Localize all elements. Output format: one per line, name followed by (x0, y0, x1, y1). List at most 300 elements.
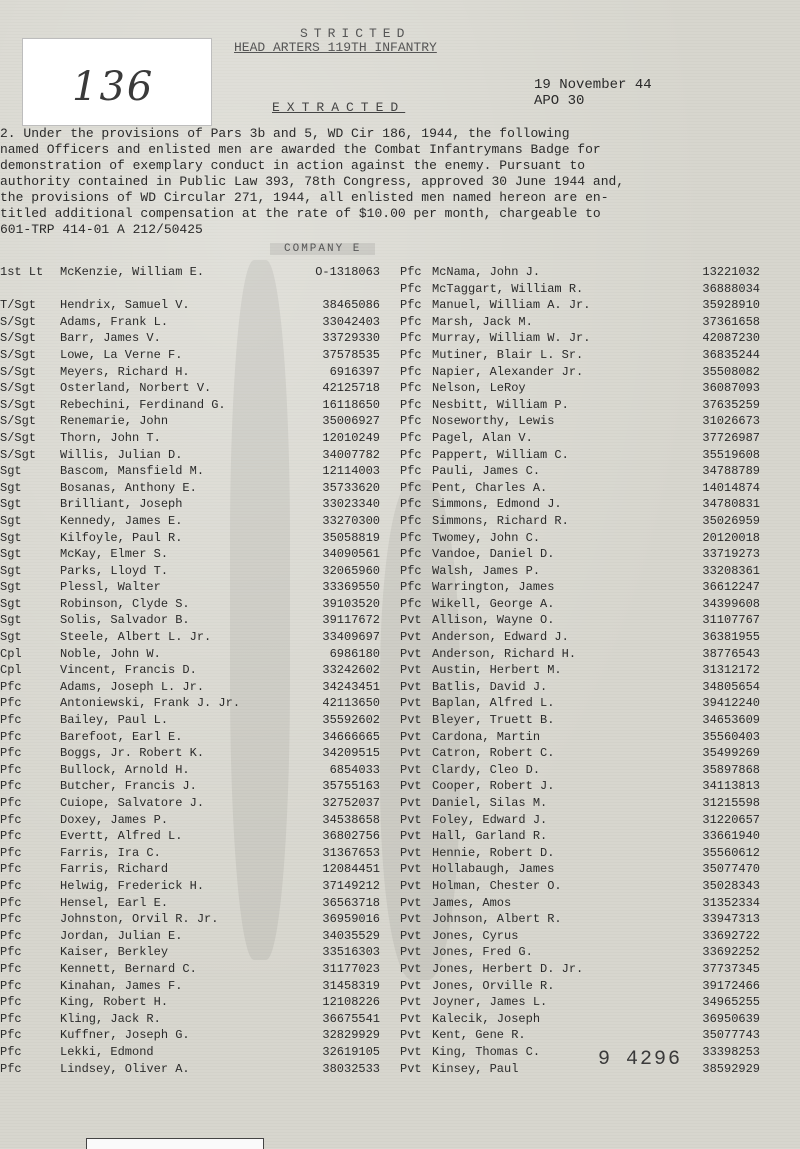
roster-serial-number: 20120018 (702, 530, 760, 545)
roster-rank: S/Sgt (0, 331, 37, 346)
roster-serial-number: 32752037 (322, 796, 380, 810)
roster-name: Rebechini, Ferdinand G. (60, 397, 226, 412)
roster-entry (400, 861, 800, 878)
roster-name: Hall, Garland R. (432, 829, 548, 844)
roster-entry (0, 695, 400, 712)
roster-rank: Pfc (400, 580, 422, 595)
roster-serial-number: 34209515 (322, 746, 380, 761)
roster-name: McKenzie, William E. (60, 265, 205, 279)
roster-rank: Pfc (400, 364, 422, 379)
roster-entry (0, 579, 400, 596)
roster-serial-number: 34035529 (322, 928, 380, 943)
roster-rank: Pfc (0, 912, 22, 927)
roster-rank: S/Sgt (0, 381, 37, 396)
roster-rank: Pvt (400, 1061, 422, 1076)
roster-rank: Pvt (400, 878, 422, 893)
roster-entry (400, 264, 800, 281)
roster-name: Antoniewski, Frank J. Jr. (60, 696, 241, 711)
roster-entry (400, 530, 800, 547)
roster-entry (0, 281, 400, 298)
roster-name: Anderson, Richard H. (432, 646, 577, 661)
roster-serial-number: 36959016 (322, 912, 380, 927)
roster-rank: Pfc (0, 961, 22, 976)
roster-rank: Pfc (0, 696, 22, 711)
roster-name: Kent, Gene R. (432, 1028, 526, 1043)
roster-serial-number: 36087093 (702, 381, 760, 396)
roster-entry (400, 745, 800, 762)
roster-rank: Pfc (0, 845, 22, 860)
roster-serial-number: 38776543 (702, 646, 760, 661)
roster-name: Kennedy, James E. (60, 513, 183, 528)
roster-name: Murray, William W. Jr. (432, 331, 591, 346)
roster-serial-number: 35499269 (702, 746, 760, 761)
roster-entry (0, 297, 400, 314)
roster-name: Nelson, LeRoy (432, 381, 526, 396)
roster-serial-number: 31177023 (322, 961, 380, 976)
roster-entry (400, 878, 800, 895)
roster-entry (0, 762, 400, 779)
roster-rank: Pfc (400, 331, 422, 346)
roster-name: Meyers, Richard H. (60, 364, 190, 379)
apo-number: APO 30 (534, 93, 585, 109)
roster-rank: Pvt (400, 895, 422, 910)
roster-serial-number: 33208361 (702, 563, 760, 578)
roster-serial-number: 33947313 (702, 912, 760, 927)
roster-rank: Cpl (0, 646, 22, 661)
roster-rank: Pfc (400, 464, 422, 479)
roster-serial-number: 33516303 (322, 945, 380, 960)
roster-serial-number: 37149212 (322, 878, 380, 893)
roster-rank: Pvt (400, 613, 422, 628)
roster-name: Hensel, Earl E. (60, 895, 169, 910)
roster-name: Doxey, James P. (60, 812, 169, 827)
roster-serial-number: 42087230 (702, 331, 760, 346)
roster-serial-number: 33692252 (702, 945, 760, 960)
roster-rank: Pfc (0, 1044, 22, 1059)
roster-name: Vincent, Francis D. (60, 663, 197, 678)
roster-name: Jones, Orville R. (432, 978, 555, 993)
roster-rank: Sgt (0, 580, 22, 595)
roster-entry (400, 1011, 800, 1028)
roster-serial-number: 36950639 (702, 1011, 760, 1026)
roster-serial-number: 35592602 (322, 713, 380, 728)
roster-entry (400, 629, 800, 646)
roster-right-column (400, 264, 800, 1077)
roster-rank: Pfc (0, 746, 22, 761)
roster-rank: Sgt (0, 630, 22, 645)
roster-rank: Pfc (0, 796, 22, 810)
paragraph-line: demonstration of exemplary conduct in action against the enemy. Pursuant to (0, 158, 586, 173)
roster-rank: Pfc (400, 381, 422, 396)
roster-entry (0, 264, 400, 281)
roster-serial-number: 34007782 (322, 447, 380, 462)
roster-serial-number: 31107767 (702, 613, 760, 628)
roster-entry (0, 629, 400, 646)
roster-entry (0, 795, 400, 812)
roster-rank: Pvt (400, 961, 422, 976)
roster-entry (400, 911, 800, 928)
roster-name: Noseworthy, Lewis (432, 414, 555, 429)
roster-serial-number: 6916397 (329, 364, 380, 379)
roster-name: Walsh, James P. (432, 563, 541, 578)
roster-serial-number: 31312172 (702, 663, 760, 678)
roster-entry (400, 845, 800, 862)
roster-rank: Pfc (0, 878, 22, 893)
roster-rank: Pvt (400, 829, 422, 844)
roster-serial-number: 37635259 (702, 397, 760, 412)
paragraph-line: the provisions of WD Circular 271, 1944, all enlisted men named hereon are en- (0, 190, 609, 205)
roster-name: Lekki, Edmond (60, 1044, 154, 1059)
roster-entry (0, 679, 400, 696)
roster-serial-number: 35755163 (322, 779, 380, 794)
roster-rank: Pfc (0, 928, 22, 943)
roster-rank: Pvt (400, 663, 422, 678)
roster-name: Robinson, Clyde S. (60, 596, 190, 611)
roster-name: Kling, Jack R. (60, 1011, 161, 1026)
roster-serial-number: 35028343 (702, 878, 760, 893)
roster-rank: Pvt (400, 713, 422, 728)
roster-name: Bailey, Paul L. (60, 713, 169, 728)
roster-serial-number: 32829929 (322, 1028, 380, 1043)
roster-name: Solis, Salvador B. (60, 613, 190, 628)
roster-rank: Pfc (0, 995, 22, 1010)
roster-serial-number: 13221032 (702, 265, 760, 279)
roster-entry (0, 314, 400, 331)
bottom-label-tab (86, 1138, 264, 1149)
roster-name: Wikell, George A. (432, 596, 555, 611)
roster-entry (0, 563, 400, 580)
roster-serial-number: 33719273 (702, 547, 760, 562)
roster-serial-number: 42113650 (322, 696, 380, 711)
roster-rank: Pvt (400, 679, 422, 694)
roster-serial-number: 34538658 (322, 812, 380, 827)
roster-name: Pauli, James C. (432, 464, 541, 479)
roster-rank: Pfc (400, 480, 422, 495)
roster-rank: T/Sgt (0, 298, 37, 313)
roster-entry (400, 1027, 800, 1044)
roster-name: Marsh, Jack M. (432, 314, 533, 329)
roster-rank: Sgt (0, 547, 22, 562)
roster-entry (0, 330, 400, 347)
roster-rank: Cpl (0, 663, 22, 678)
roster-rank: Pfc (0, 862, 22, 877)
roster-name: Bullock, Arnold H. (60, 762, 190, 777)
roster-rank: S/Sgt (0, 364, 37, 379)
roster-serial-number: 33270300 (322, 513, 380, 528)
roster-name: Adams, Frank L. (60, 314, 169, 329)
roster-serial-number: 12010249 (322, 430, 380, 445)
roster-entry (400, 778, 800, 795)
roster-entry (0, 1061, 400, 1078)
roster-name: Anderson, Edward J. (432, 630, 569, 645)
roster-rank: Pvt (400, 630, 422, 645)
roster-name: Kuffner, Joseph G. (60, 1028, 190, 1043)
roster-rank: Pfc (400, 281, 422, 296)
roster-name: Lowe, La Verne F. (60, 347, 183, 362)
roster-name: Hollabaugh, James (432, 862, 555, 877)
roster-entry (400, 596, 800, 613)
paragraph-line: named Officers and enlisted men are awarded the Combat Infantrymans Badge for (0, 142, 601, 157)
roster-name: Pagel, Alan V. (432, 430, 533, 445)
roster-entry (400, 546, 800, 563)
roster-serial-number: 31215598 (702, 796, 760, 810)
roster-entry (400, 795, 800, 812)
roster-serial-number: 36381955 (702, 630, 760, 645)
roster-name: McNama, John J. (432, 265, 541, 279)
roster-name: Daniel, Silas M. (432, 796, 548, 810)
roster-serial-number: O-1318063 (315, 265, 380, 279)
handwritten-number: 136 (72, 64, 155, 110)
roster-entry (0, 878, 400, 895)
roster-name: Farris, Richard (60, 862, 169, 877)
roster-name: Noble, John W. (60, 646, 161, 661)
roster-serial-number: 33369550 (322, 580, 380, 595)
classification-stamp: STRICTED (300, 26, 411, 41)
document-title: EXTRACTED (272, 100, 406, 115)
roster-serial-number: 6854033 (329, 762, 380, 777)
paragraph-line: authority contained in Public Law 393, 78th Congress, approved 30 June 1944 and, (0, 174, 625, 189)
roster-rank: Pvt (400, 746, 422, 761)
roster-rank: Pfc (400, 497, 422, 512)
roster-serial-number: 39103520 (322, 596, 380, 611)
roster-entry (400, 496, 800, 513)
roster-rank: Pvt (400, 1011, 422, 1026)
roster-entry (400, 646, 800, 663)
roster-name: Hennie, Robert D. (432, 845, 555, 860)
roster-rank: Pvt (400, 912, 422, 927)
roster-rank: Pfc (400, 447, 422, 462)
roster-serial-number: 35560612 (702, 845, 760, 860)
roster-entry (400, 447, 800, 464)
paragraph-line: 601-TRP 414-01 A 212/50425 (0, 222, 203, 237)
roster-serial-number: 35897868 (702, 762, 760, 777)
paragraph-line: 2. Under the provisions of Pars 3b and 5, WD Cir 186, 1944, the following (0, 126, 570, 141)
roster-serial-number: 35026959 (702, 513, 760, 528)
roster-serial-number: 35519608 (702, 447, 760, 462)
roster-entry (400, 695, 800, 712)
roster-name: Butcher, Francis J. (60, 779, 197, 794)
roster-entry (0, 430, 400, 447)
roster-name: Lindsey, Oliver A. (60, 1061, 190, 1076)
roster-name: Thorn, John T. (60, 430, 161, 445)
roster-name: Kennett, Bernard C. (60, 961, 197, 976)
roster-rank: Pfc (0, 1061, 22, 1076)
roster-name: Bleyer, Truett B. (432, 713, 555, 728)
roster-name: Warrington, James (432, 580, 555, 595)
roster-serial-number: 32619105 (322, 1044, 380, 1059)
roster-serial-number: 33409697 (322, 630, 380, 645)
roster-serial-number: 36888034 (702, 281, 760, 296)
roster-entry (0, 596, 400, 613)
roster-serial-number: 34653609 (702, 713, 760, 728)
roster-entry (400, 895, 800, 912)
roster-entry (400, 314, 800, 331)
roster-serial-number: 33692722 (702, 928, 760, 943)
roster-serial-number: 38465086 (322, 298, 380, 313)
roster-entry (400, 662, 800, 679)
company-heading: COMPANY E (270, 243, 375, 255)
roster-rank: Pvt (400, 978, 422, 993)
roster-rank: Pfc (400, 430, 422, 445)
roster-name: Bosanas, Anthony E. (60, 480, 197, 495)
roster-entry (400, 729, 800, 746)
roster-serial-number: 34666665 (322, 729, 380, 744)
roster-serial-number: 38592929 (702, 1061, 760, 1076)
roster-rank: Pfc (0, 679, 22, 694)
roster-name: Hendrix, Samuel V. (60, 298, 190, 313)
roster-serial-number: 42125718 (322, 381, 380, 396)
roster-rank: Sgt (0, 596, 22, 611)
roster-rank: Pvt (400, 729, 422, 744)
roster-name: King, Thomas C. (432, 1044, 541, 1059)
roster-entry (0, 447, 400, 464)
roster-entry (0, 861, 400, 878)
roster-entry (0, 463, 400, 480)
roster-name: Clardy, Cleo D. (432, 762, 541, 777)
roster-rank: 1st Lt (0, 265, 44, 279)
roster-entry (0, 729, 400, 746)
roster-serial-number: 35058819 (322, 530, 380, 545)
roster-rank: Pvt (400, 995, 422, 1010)
roster-rank: Pfc (0, 1011, 22, 1026)
roster-name: Kalecik, Joseph (432, 1011, 541, 1026)
roster-serial-number: 39412240 (702, 696, 760, 711)
roster-name: Boggs, Jr. Robert K. (60, 746, 205, 761)
roster-entry (0, 911, 400, 928)
roster-rank: Pfc (0, 729, 22, 744)
roster-name: Jordan, Julian E. (60, 928, 183, 943)
roster-rank: S/Sgt (0, 397, 37, 412)
roster-serial-number: 33023340 (322, 497, 380, 512)
roster-serial-number: 36675541 (322, 1011, 380, 1026)
roster-rank: Pfc (400, 513, 422, 528)
roster-name: Cooper, Robert J. (432, 779, 555, 794)
roster-rank: Pfc (0, 779, 22, 794)
roster-name: Simmons, Richard R. (432, 513, 569, 528)
roster-serial-number: 33729330 (322, 331, 380, 346)
roster-serial-number: 16118650 (322, 397, 380, 412)
roster-serial-number: 14014874 (702, 480, 760, 495)
roster-entry (0, 944, 400, 961)
roster-entry (400, 712, 800, 729)
roster-entry (0, 712, 400, 729)
roster-name: Pappert, William C. (432, 447, 569, 462)
roster-rank: Pfc (400, 563, 422, 578)
roster-entry (0, 380, 400, 397)
roster-name: Holman, Chester O. (432, 878, 562, 893)
roster-entry (400, 978, 800, 995)
roster-name: McTaggart, William R. (432, 281, 584, 296)
roster-serial-number: 33661940 (702, 829, 760, 844)
roster-serial-number: 31220657 (702, 812, 760, 827)
roster-rank: Pfc (0, 945, 22, 960)
roster-rank: Pvt (400, 845, 422, 860)
roster-entry (400, 281, 800, 298)
roster-name: Bascom, Mansfield M. (60, 464, 205, 479)
roster-serial-number: 34788789 (702, 464, 760, 479)
roster-rank: Pvt (400, 796, 422, 810)
roster-serial-number: 6986180 (329, 646, 380, 661)
roster-serial-number: 12084451 (322, 862, 380, 877)
roster-name: King, Robert H. (60, 995, 169, 1010)
roster-name: Manuel, William A. Jr. (432, 298, 591, 313)
roster-name: Foley, Edward J. (432, 812, 548, 827)
roster-name: Austin, Herbert M. (432, 663, 562, 678)
roster-entry (0, 828, 400, 845)
roster-name: Twomey, John C. (432, 530, 541, 545)
unit-heading: HEAD ARTERS 119TH INFANTRY (234, 40, 437, 55)
roster-name: James, Amos (432, 895, 512, 910)
roster-serial-number: 34243451 (322, 679, 380, 694)
roster-rank: Sgt (0, 497, 22, 512)
roster-name: Farris, Ira C. (60, 845, 161, 860)
roster-rank: Pfc (400, 298, 422, 313)
roster-rank: Pvt (400, 696, 422, 711)
roster-entry (400, 330, 800, 347)
roster-rank: Pfc (0, 978, 22, 993)
roster-entry (400, 397, 800, 414)
roster-rank: Pfc (400, 314, 422, 329)
roster-name: Renemarie, John (60, 414, 169, 429)
roster-left-column (0, 264, 400, 1077)
roster-name: Nesbitt, William P. (432, 397, 569, 412)
roster-serial-number: 34965255 (702, 995, 760, 1010)
roster-rank: Pvt (400, 1044, 422, 1059)
roster-entry (0, 812, 400, 829)
roster-rank: Pfc (0, 895, 22, 910)
roster-entry (400, 364, 800, 381)
roster-rank: Pfc (400, 397, 422, 412)
roster-rank: Pvt (400, 945, 422, 960)
roster-rank: Sgt (0, 480, 22, 495)
roster-entry (0, 1027, 400, 1044)
roster-rank: Pfc (0, 762, 22, 777)
roster-serial-number: 33398253 (702, 1044, 760, 1059)
roster-serial-number: 36612247 (702, 580, 760, 595)
roster-entry (0, 994, 400, 1011)
roster-name: Simmons, Edmond J. (432, 497, 562, 512)
roster-name: Kinsey, Paul (432, 1061, 519, 1076)
roster-rank: Pvt (400, 812, 422, 827)
roster-entry (0, 546, 400, 563)
roster-rank: Pfc (400, 596, 422, 611)
roster-name: Evertt, Alfred L. (60, 829, 183, 844)
roster-serial-number: 36563718 (322, 895, 380, 910)
roster-entry (0, 612, 400, 629)
roster-name: Barr, James V. (60, 331, 161, 346)
roster-entry (0, 845, 400, 862)
roster-rank: Sgt (0, 464, 22, 479)
roster-entry (400, 762, 800, 779)
roster-name: Helwig, Frederick H. (60, 878, 205, 893)
roster-serial-number: 34399608 (702, 596, 760, 611)
roster-entry (0, 347, 400, 364)
roster-name: Adams, Joseph L. Jr. (60, 679, 205, 694)
roster-entry (400, 961, 800, 978)
roster-rank: S/Sgt (0, 447, 37, 462)
roster-entry (400, 612, 800, 629)
roster-serial-number: 35928910 (702, 298, 760, 313)
roster-serial-number: 12108226 (322, 995, 380, 1010)
roster-name: Cuiope, Salvatore J. (60, 796, 205, 810)
roster-serial-number: 35733620 (322, 480, 380, 495)
roster-entry (0, 496, 400, 513)
roster-serial-number: 39172466 (702, 978, 760, 993)
roster-rank: S/Sgt (0, 430, 37, 445)
roster-name: Batlis, David J. (432, 679, 548, 694)
roster-entry (400, 513, 800, 530)
roster-name: Mutiner, Blair L. Sr. (432, 347, 584, 362)
